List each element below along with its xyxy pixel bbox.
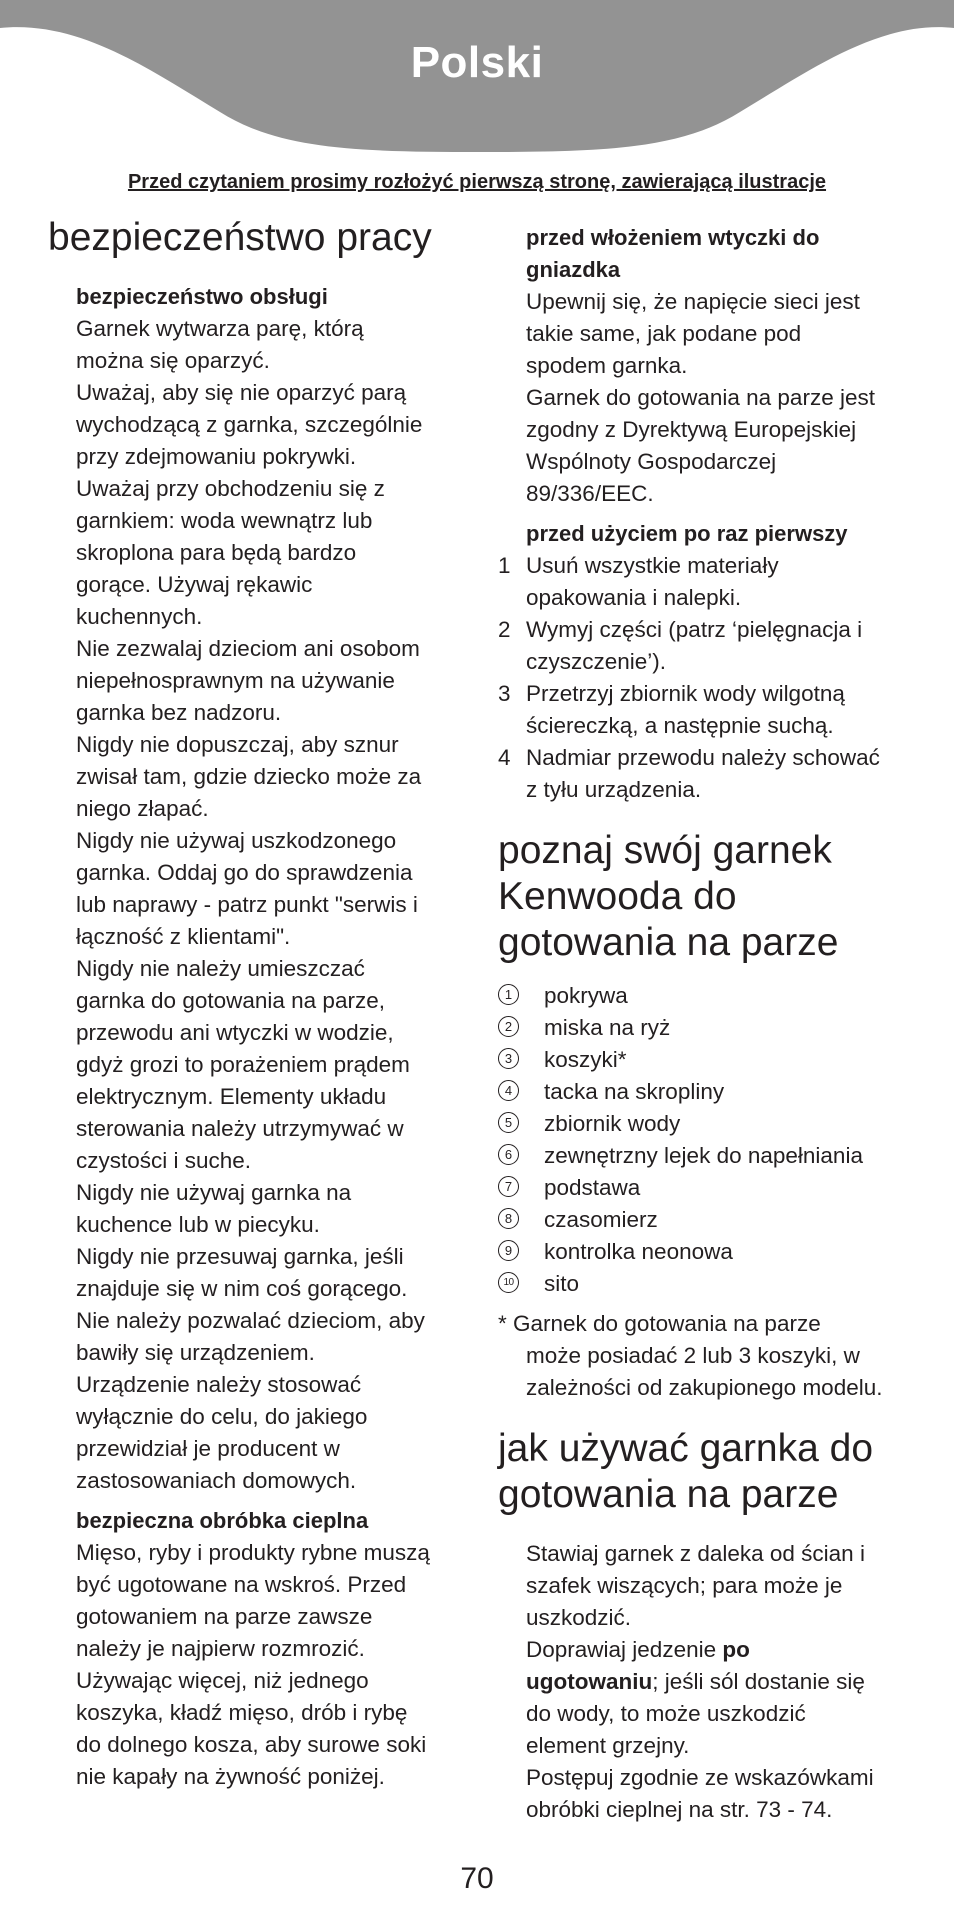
- operation-safety-text: [76, 313, 468, 1497]
- part-item: [498, 1076, 918, 1108]
- part-number-circle: 1: [498, 984, 519, 1005]
- part-number-circle: 6: [498, 1144, 519, 1165]
- text-line: Nie zezwalaj dzieciom ani osobom: [76, 636, 420, 661]
- heat-safety-title: bezpieczna obróbka cieplna: [76, 1508, 369, 1533]
- part-label: podstawa: [544, 1175, 641, 1200]
- text-line: garnka bez nadzoru.: [76, 700, 282, 725]
- right-column: [498, 222, 918, 1826]
- first-use-steps: [498, 550, 918, 806]
- part-number-circle: 7: [498, 1176, 519, 1197]
- text-line: Nigdy nie używaj uszkodzonego: [76, 828, 397, 853]
- text-line: wyłącznie do celu, do jakiego: [76, 1404, 368, 1429]
- text-line: obróbki cieplnej na str. 73 - 74.: [526, 1797, 833, 1822]
- plug-title-line: gniazdka: [526, 257, 621, 282]
- text-line: do wody, to może uszkodzić: [526, 1701, 806, 1726]
- text-line: elektrycznym. Elementy układu: [76, 1084, 387, 1109]
- text-line: do dolnego kosza, aby surowe soki: [76, 1732, 427, 1757]
- text-line: Nigdy nie przesuwaj garnka, jeśli: [76, 1244, 404, 1269]
- step-text: czyszczenie’).: [526, 649, 667, 674]
- step-text: ściereczką, a następnie suchą.: [526, 713, 834, 738]
- use-section: [498, 1426, 918, 1826]
- text-line: [526, 1570, 918, 1602]
- part-number-circle: 2: [498, 1016, 519, 1037]
- plug-block: [498, 222, 918, 550]
- text-line: Nigdy nie należy umieszczać: [76, 956, 365, 981]
- step-number: 3: [498, 681, 511, 706]
- part-label: czasomierz: [544, 1207, 658, 1232]
- parts-list: [498, 980, 918, 1300]
- text-line: bawiły się urządzeniem.: [76, 1340, 315, 1365]
- text-line: skroplona para będą bardzo: [76, 540, 357, 565]
- text-line: takie same, jak podane pod: [526, 321, 802, 346]
- text-line: niepełnosprawnym na używanie: [76, 668, 395, 693]
- know-heading-line: Kenwooda do: [498, 875, 737, 918]
- know-heading-line: gotowania na parze: [498, 921, 839, 964]
- step-text: Usuń wszystkie materiały: [526, 553, 779, 578]
- first-use-step: [498, 678, 918, 742]
- text-line: koszyka, kładź mięso, drób i rybę: [76, 1700, 408, 1725]
- page-number: 70: [460, 1862, 494, 1895]
- footnote-text: [498, 1308, 918, 1404]
- use-text-part-a: [526, 1538, 918, 1666]
- part-item: [498, 1140, 918, 1172]
- first-use-step: [498, 742, 918, 806]
- text-line: przewidział je producent w: [76, 1436, 340, 1461]
- footnote-line: może posiadać 2 lub 3 koszyki, w: [526, 1343, 860, 1368]
- use-heading-line: jak używać garnka do: [498, 1427, 874, 1470]
- text-line: [526, 1538, 918, 1570]
- after-bold-text: ; jeśli sól dostanie się: [652, 1669, 865, 1694]
- text-line: zastosowaniach domowych.: [76, 1468, 357, 1493]
- first-use-step: [498, 614, 918, 678]
- know-section: [498, 828, 918, 1404]
- part-number-circle: 3: [498, 1048, 519, 1069]
- text-line: Urządzenie należy stosować: [76, 1372, 362, 1397]
- text-fragment: szafek wiszących; para może je: [526, 1573, 843, 1598]
- text-line: czystości i suche.: [76, 1148, 252, 1173]
- text-fragment: Doprawiaj jedzenie: [526, 1637, 723, 1662]
- text-line: niego złapać.: [76, 796, 209, 821]
- text-line: garnkiem: woda wewnątrz lub: [76, 508, 373, 533]
- part-item: [498, 1268, 918, 1300]
- text-line: przy zdejmowaniu pokrywki.: [76, 444, 357, 469]
- text-line: znajduje się w nim coś gorącego.: [76, 1276, 408, 1301]
- part-label: zbiornik wody: [544, 1111, 681, 1136]
- text-line: łączność z klientami".: [76, 924, 291, 949]
- use-text: [498, 1538, 918, 1826]
- text-line: nie kapały na żywność poniżej.: [76, 1764, 385, 1789]
- text-line: zwisał tam, gdzie dziecko może za: [76, 764, 422, 789]
- part-number-circle: 9: [498, 1240, 519, 1261]
- part-item: [498, 1236, 918, 1268]
- text-line: kuchennych.: [76, 604, 203, 629]
- footnote-line: * Garnek do gotowania na parze: [498, 1311, 821, 1336]
- text-line: zgodny z Dyrektywą Europejskiej: [526, 417, 857, 442]
- step-text: Wymyj części (patrz ‘pielęgnacja i: [526, 617, 863, 642]
- use-heading: [498, 1426, 918, 1518]
- text-line: Wspólnoty Gospodarczej: [526, 449, 777, 474]
- part-number-circle: 5: [498, 1112, 519, 1133]
- baskets-footnote: [498, 1308, 918, 1404]
- bold-phrase: ugotowaniu: [526, 1669, 653, 1694]
- part-label: sito: [544, 1271, 580, 1296]
- part-item: [498, 1204, 918, 1236]
- heat-safety-text: [76, 1537, 468, 1793]
- text-line: Garnek wytwarza parę, którą: [76, 316, 364, 341]
- part-label: kontrolka neonowa: [544, 1239, 733, 1264]
- use-heading-line: gotowania na parze: [498, 1473, 839, 1516]
- operation-safety-title: bezpieczeństwo obsługi: [76, 284, 328, 309]
- text-line: Garnek do gotowania na parze jest: [526, 385, 875, 410]
- text-line: Postępuj zgodnie ze wskazówkami: [526, 1765, 874, 1790]
- plug-title: [526, 222, 918, 286]
- text-line: być ugotowane na wskroś. Przed: [76, 1572, 407, 1597]
- text-line: Upewnij się, że napięcie sieci jest: [526, 289, 860, 314]
- plug-title-line: przed włożeniem wtyczki do: [526, 225, 820, 250]
- step-number: 4: [498, 745, 511, 770]
- text-line: Mięso, ryby i produkty rybne muszą: [76, 1540, 430, 1565]
- text-line: element grzejny.: [526, 1733, 690, 1758]
- text-line: garnka. Oddaj go do sprawdzenia: [76, 860, 413, 885]
- part-item: [498, 1172, 918, 1204]
- part-label: tacka na skropliny: [544, 1079, 725, 1104]
- know-heading-line: poznaj swój garnek: [498, 829, 832, 872]
- part-item: [498, 980, 918, 1012]
- text-line: wychodzącą z garnka, szczególnie: [76, 412, 423, 437]
- text-fragment: uszkodzić.: [526, 1605, 632, 1630]
- text-line: spodem garnka.: [526, 353, 688, 378]
- plug-text: [526, 286, 918, 510]
- text-line: gdyż grozi to porażeniem prądem: [76, 1052, 410, 1077]
- text-line: Uważaj, aby się nie oparzyć parą: [76, 380, 407, 405]
- text-line: przewodu ani wtyczki w wodzie,: [76, 1020, 394, 1045]
- text-line: gotowaniem na parze zawsze: [76, 1604, 373, 1629]
- part-label: zewnętrzny lejek do napełniania: [544, 1143, 863, 1168]
- part-item: [498, 1012, 918, 1044]
- use-bold-line: [526, 1666, 918, 1698]
- first-use-step: [498, 550, 918, 614]
- bold-phrase: po: [722, 1637, 750, 1662]
- read-first-notice: Przed czytaniem prosimy rozłożyć pierwszą stronę, zawierającą ilustracje: [127, 171, 827, 193]
- text-line: [526, 1634, 918, 1666]
- text-fragment: Stawiaj garnek z daleka od ścian i: [526, 1541, 865, 1566]
- text-line: Uważaj przy obchodzeniu się z: [76, 476, 385, 501]
- text-line: Nigdy nie używaj garnka na: [76, 1180, 352, 1205]
- part-number-circle: 10: [498, 1272, 519, 1293]
- operation-safety-block: [48, 281, 468, 1793]
- part-item: [498, 1044, 918, 1076]
- know-heading: [498, 828, 918, 966]
- step-number: 2: [498, 617, 511, 642]
- part-item: [498, 1108, 918, 1140]
- text-line: sterowania należy utrzymywać w: [76, 1116, 404, 1141]
- footnote-line: zależności od zakupionego modelu.: [526, 1375, 883, 1400]
- text-line: garnka do gotowania na parze,: [76, 988, 385, 1013]
- part-label: pokrywa: [544, 983, 628, 1008]
- text-line: można się oparzyć.: [76, 348, 270, 373]
- part-label: miska na ryż: [544, 1015, 671, 1040]
- text-line: gorące. Używaj rękawic: [76, 572, 313, 597]
- safety-heading: bezpieczeństwo pracy: [48, 216, 432, 259]
- step-text: z tyłu urządzenia.: [526, 777, 702, 802]
- first-use-title: przed użyciem po raz pierwszy: [526, 521, 848, 546]
- language-title: Polski: [410, 38, 544, 87]
- text-line: należy je najpierw rozmrozić.: [76, 1636, 365, 1661]
- text-line: Nie należy pozwalać dzieciom, aby: [76, 1308, 425, 1333]
- part-label: koszyki*: [544, 1047, 627, 1072]
- use-text-part-b: [526, 1698, 918, 1826]
- text-line: kuchence lub w piecyku.: [76, 1212, 320, 1237]
- text-line: Nigdy nie dopuszczaj, aby sznur: [76, 732, 399, 757]
- step-text: Nadmiar przewodu należy schować: [526, 745, 880, 770]
- text-line: [526, 1602, 918, 1634]
- text-line: 89/336/EEC.: [526, 481, 654, 506]
- part-number-circle: 4: [498, 1080, 519, 1101]
- left-column: [48, 215, 468, 1793]
- text-line: lub naprawy - patrz punkt "serwis i: [76, 892, 418, 917]
- step-number: 1: [498, 553, 511, 578]
- step-text: opakowania i nalepki.: [526, 585, 742, 610]
- text-line: Używając więcej, niż jednego: [76, 1668, 369, 1693]
- step-text: Przetrzyj zbiornik wody wilgotną: [526, 681, 845, 706]
- part-number-circle: 8: [498, 1208, 519, 1229]
